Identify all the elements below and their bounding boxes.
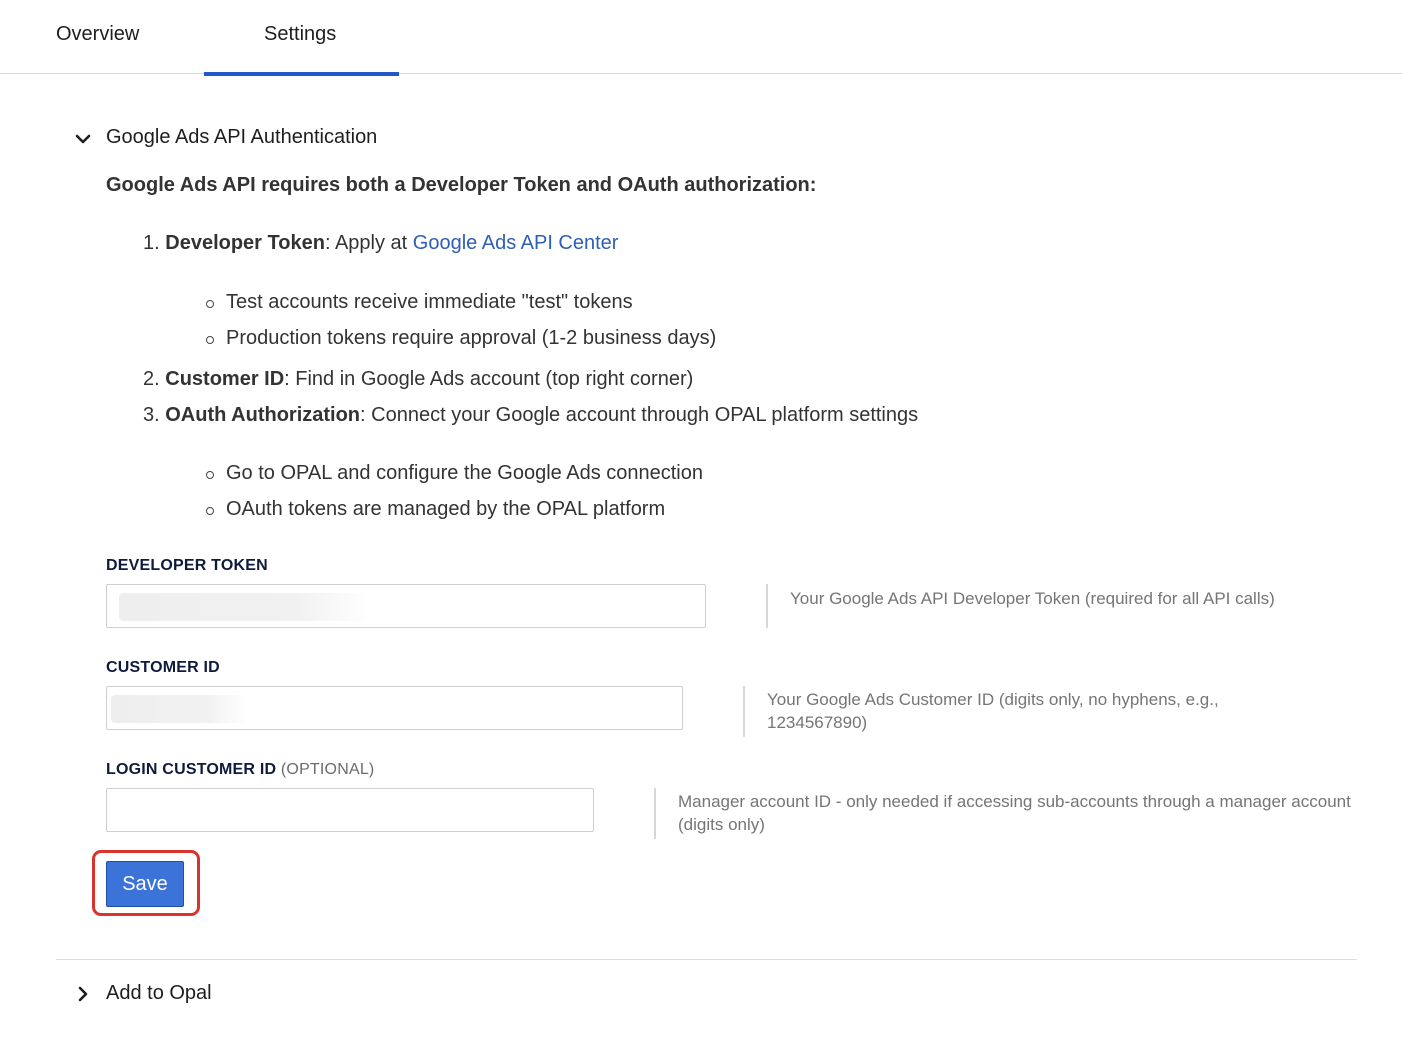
section-divider: [56, 959, 1357, 960]
developer-token-label: DEVELOPER TOKEN: [106, 557, 268, 574]
bullet-icon: [206, 471, 214, 479]
google-ads-api-center-link[interactable]: Google Ads API Center: [412, 232, 619, 254]
chevron-right-icon: [74, 985, 92, 1003]
step-number: 1.: [143, 232, 160, 254]
redacted-value: [119, 593, 371, 621]
customer-id-input[interactable]: [106, 686, 683, 730]
login-customer-id-label-text: LOGIN CUSTOMER ID: [106, 761, 277, 778]
step-developer-token: [143, 232, 618, 255]
bullet-icon: [206, 336, 214, 344]
customer-id-help: Your Google Ads Customer ID (digits only, no hyphens, e.g., 1234567890): [743, 686, 1303, 737]
redacted-value: [111, 695, 247, 723]
customer-id-label: CUSTOMER ID: [106, 659, 220, 676]
step-oauth: [143, 404, 918, 427]
tab-bar: [0, 0, 1402, 74]
active-tab-indicator: [204, 72, 399, 76]
step-title: OAuth Authorization: [165, 404, 361, 426]
step-number: 3.: [143, 404, 160, 426]
add-to-opal-title: Add to Opal: [106, 982, 212, 1004]
chevron-down-icon: [74, 130, 92, 148]
auth-section-title: Google Ads API Authentication: [106, 126, 378, 148]
step-title: Developer Token: [165, 232, 325, 254]
bullet-text: Production tokens require approval (1-2 business days): [226, 327, 717, 349]
developer-token-help: Your Google Ads API Developer Token (required for all API calls): [766, 584, 1366, 628]
auth-section-toggle[interactable]: [72, 124, 572, 152]
bullet-text: Go to OPAL and configure the Google Ads connection: [226, 462, 703, 484]
bullet-text: OAuth tokens are managed by the OPAL platform: [226, 498, 666, 520]
bullet-text: Test accounts receive immediate "test" tokens: [226, 291, 633, 313]
step-title: Customer ID: [165, 368, 285, 390]
add-to-opal-section-toggle[interactable]: [72, 980, 472, 1008]
developer-token-input[interactable]: [106, 584, 706, 628]
step-number: 2.: [143, 368, 160, 390]
optional-tag: (OPTIONAL): [280, 761, 375, 778]
save-button[interactable]: Save: [106, 861, 184, 907]
bullet-icon: [206, 507, 214, 515]
tab-settings[interactable]: [204, 0, 399, 74]
step-customer-id: [143, 368, 693, 391]
login-customer-id-label: [106, 761, 374, 779]
step-text: : Connect your Google account through OPAL platform settings: [360, 404, 919, 426]
step-text: : Find in Google Ads account (top right corner): [284, 368, 694, 390]
tab-overview[interactable]: [0, 0, 204, 74]
login-customer-id-input[interactable]: [106, 788, 594, 832]
login-customer-id-help: Manager account ID - only needed if accessing sub-accounts through a manager account (digits only): [654, 788, 1354, 839]
bullet-icon: [206, 300, 214, 308]
tab-overview-label: Overview: [56, 23, 140, 45]
auth-intro: Google Ads API requires both a Developer Token and OAuth authorization:: [106, 174, 817, 196]
step-text: : Apply at: [324, 232, 413, 254]
tab-settings-label: Settings: [264, 23, 337, 45]
